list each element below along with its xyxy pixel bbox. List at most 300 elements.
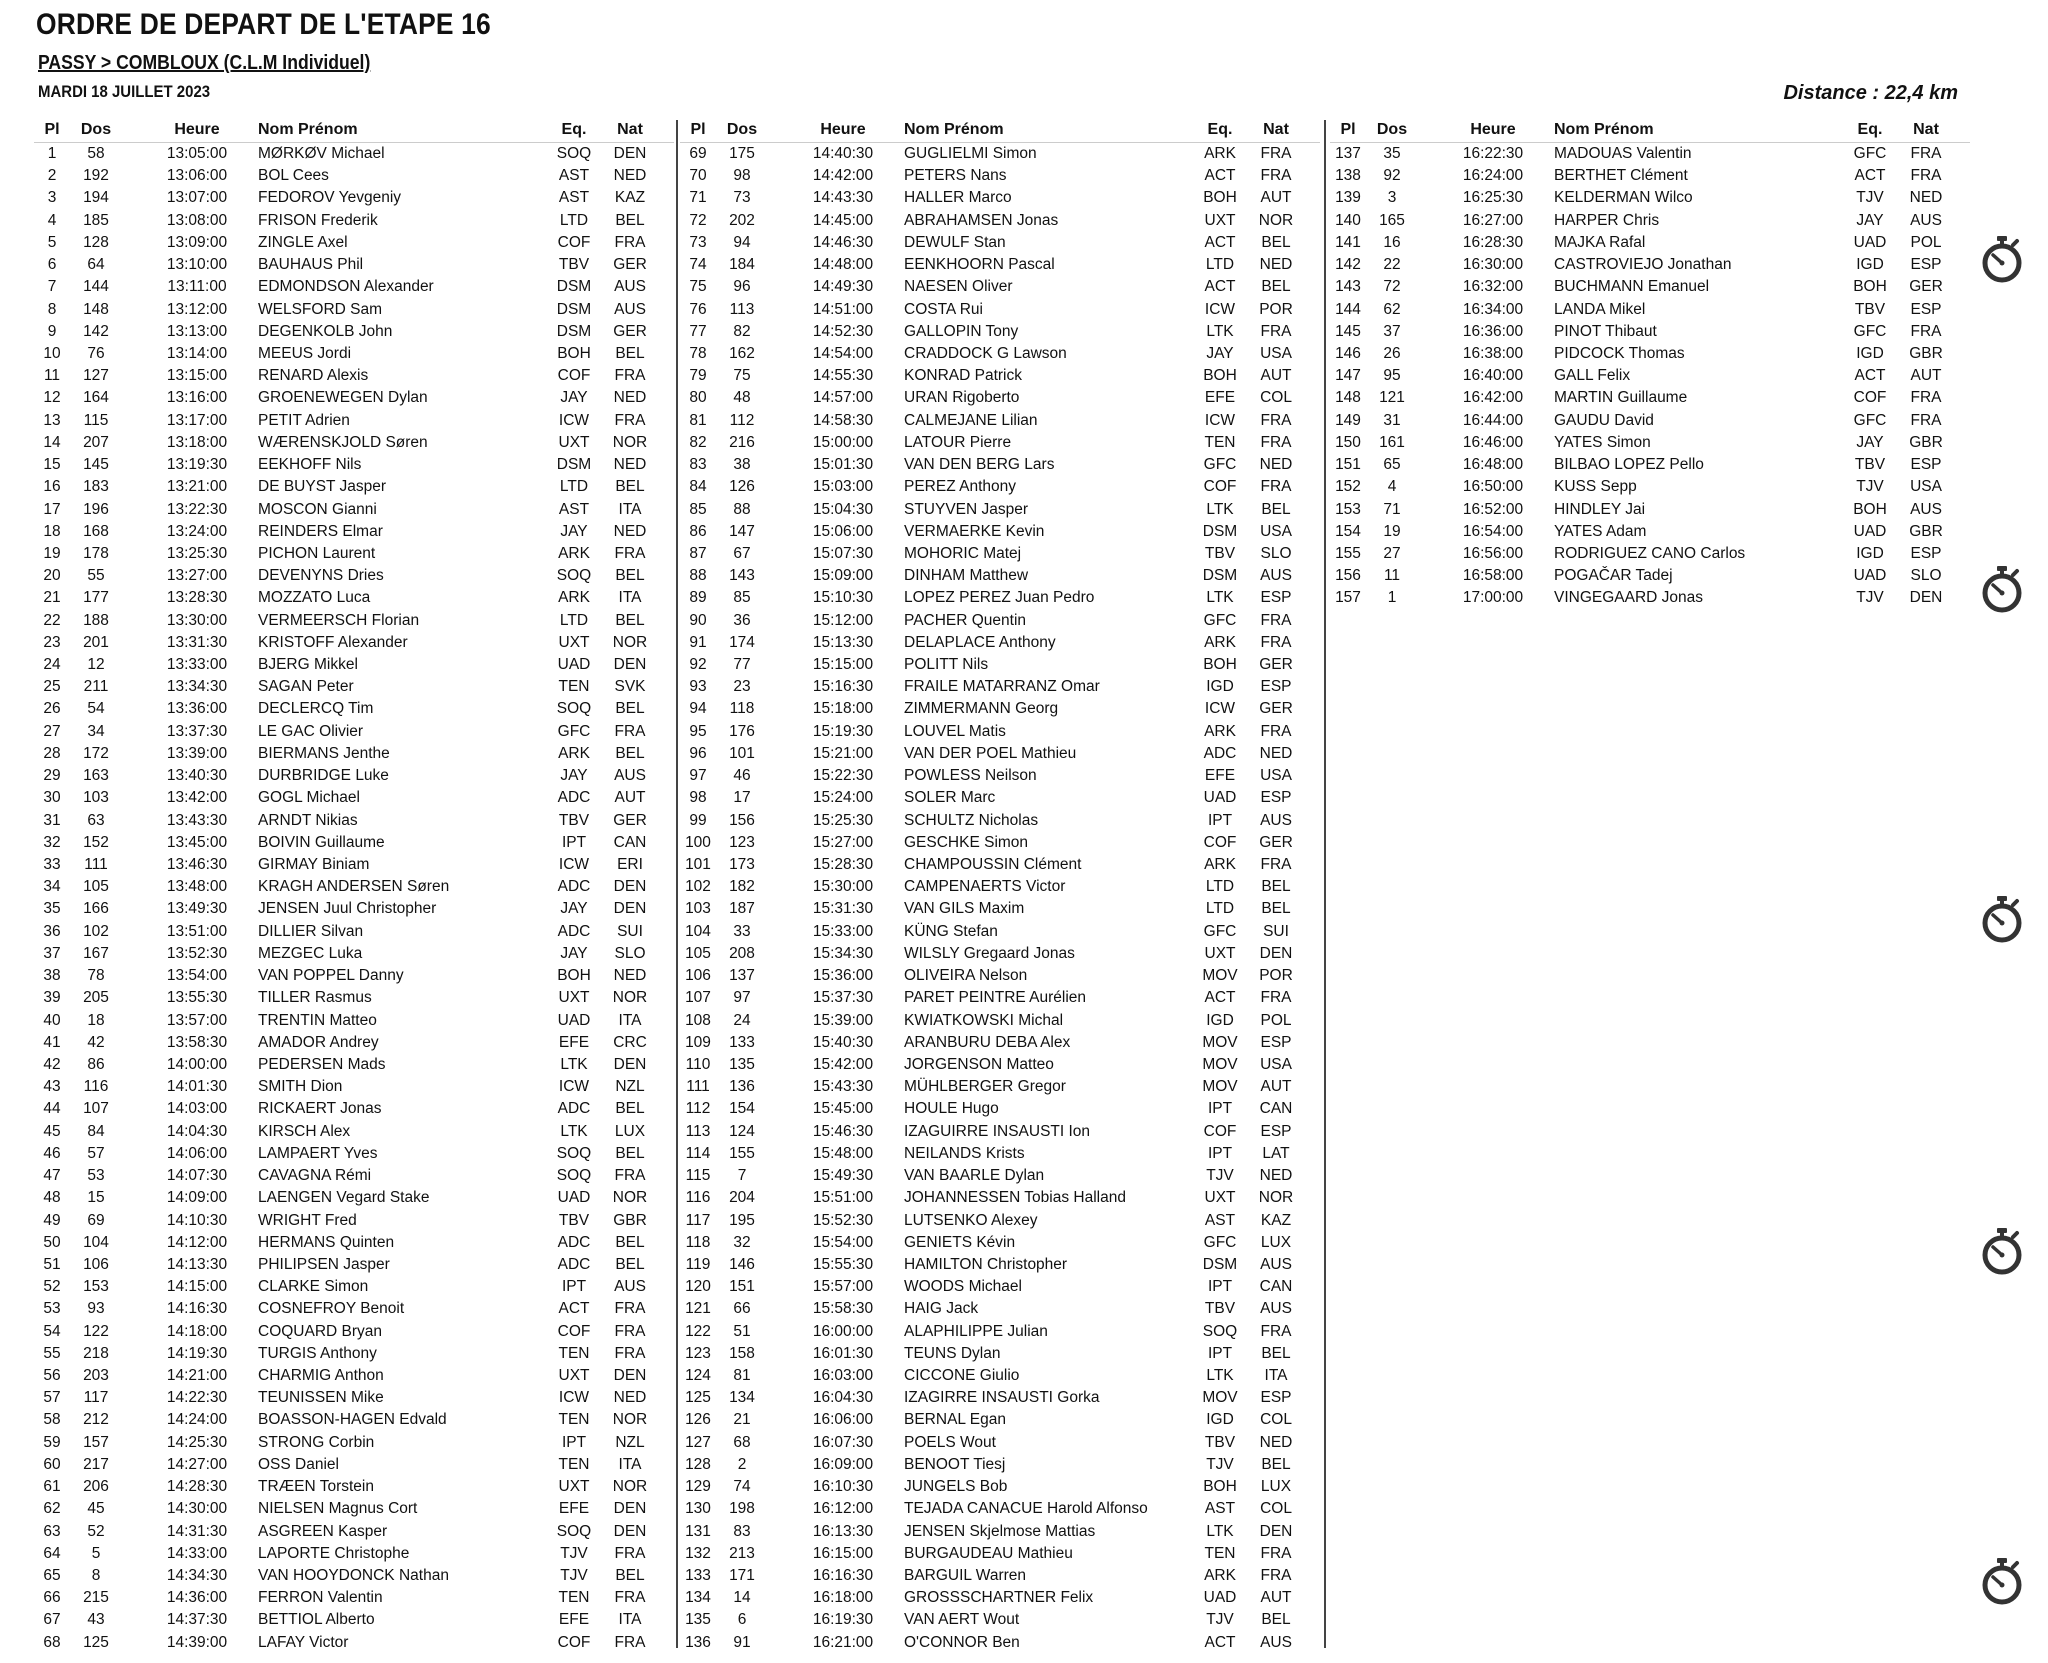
cell-nationality: KAZ xyxy=(614,189,646,207)
cell-nationality: BEL xyxy=(615,211,645,229)
cell-bib: 203 xyxy=(83,1367,109,1385)
cell-place: 141 xyxy=(1335,233,1361,251)
cell-start-time: 15:30:00 xyxy=(812,878,874,896)
cell-rider-name: MÜHLBERGER Gregor xyxy=(904,1078,1066,1096)
cell-place: 90 xyxy=(689,611,707,629)
cell-team: BOH xyxy=(1203,1478,1237,1496)
cell-place: 25 xyxy=(43,678,61,696)
cell-team: TJV xyxy=(1206,1611,1234,1629)
cell-rider-name: STUYVEN Jasper xyxy=(904,500,1029,518)
cell-team: ADC xyxy=(557,789,591,807)
cell-team: GFC xyxy=(1203,1233,1237,1251)
cell-nationality: AUS xyxy=(1910,500,1942,518)
header-nationality: Nat xyxy=(617,121,643,138)
cell-nationality: NED xyxy=(1259,1433,1293,1451)
cell-nationality: FRA xyxy=(1260,322,1292,340)
cell-place: 38 xyxy=(43,967,61,985)
cell-place: 118 xyxy=(685,1233,711,1251)
cell-nationality: BEL xyxy=(615,1255,645,1273)
cell-nationality: DEN xyxy=(613,1367,647,1385)
cell-start-time: 15:42:00 xyxy=(812,1055,874,1073)
cell-place: 110 xyxy=(685,1055,711,1073)
cell-bib: 91 xyxy=(733,1633,751,1651)
cell-start-time: 14:39:00 xyxy=(166,1633,228,1651)
cell-team: JAY xyxy=(1206,344,1234,362)
cell-bib: 118 xyxy=(729,700,755,718)
cell-place: 53 xyxy=(43,1300,61,1318)
table-row xyxy=(34,676,674,698)
cell-rider-name: GROSSSCHARTNER Felix xyxy=(904,1589,1094,1607)
cell-place: 138 xyxy=(1335,167,1361,185)
cell-place: 55 xyxy=(43,1344,61,1362)
table-row xyxy=(680,743,1320,765)
table-row xyxy=(1330,187,1970,209)
cell-nationality: BEL xyxy=(615,478,645,496)
cell-place: 19 xyxy=(43,544,61,562)
header-rider-name: Nom Prénom xyxy=(1554,121,1654,138)
cell-team: TBV xyxy=(558,811,590,829)
cell-team: SOQ xyxy=(556,1522,592,1540)
cell-place: 104 xyxy=(685,922,711,940)
table-row xyxy=(34,654,674,676)
cell-start-time: 13:46:30 xyxy=(166,856,228,873)
cell-start-time: 16:28:30 xyxy=(1462,233,1524,251)
cell-start-time: 14:22:30 xyxy=(166,1389,228,1407)
cell-rider-name: VERMAERKE Kevin xyxy=(904,522,1045,540)
cell-bib: 106 xyxy=(83,1255,109,1273)
cell-team: TEN xyxy=(558,1589,590,1607)
cell-bib: 83 xyxy=(733,1522,751,1540)
cell-rider-name: RICKAERT Jonas xyxy=(258,1100,382,1118)
cell-nationality: LUX xyxy=(1260,1478,1292,1496)
cell-team: ADC xyxy=(557,1100,591,1118)
cell-bib: 112 xyxy=(729,411,755,429)
cell-nationality: NOR xyxy=(612,1411,648,1429)
cell-team: SOQ xyxy=(556,1167,592,1185)
cell-bib: 67 xyxy=(733,544,751,562)
cell-team: MOV xyxy=(1202,1033,1238,1051)
cell-team: IPT xyxy=(561,833,587,851)
cell-start-time: 15:46:30 xyxy=(812,1122,874,1140)
table-row xyxy=(34,987,674,1009)
cell-place: 4 xyxy=(47,211,57,229)
cell-place: 28 xyxy=(43,744,61,762)
cell-bib: 161 xyxy=(1379,433,1405,451)
header-team: Eq. xyxy=(561,121,587,138)
cell-nationality: FRA xyxy=(1260,167,1292,185)
cell-place: 7 xyxy=(47,278,57,296)
cell-bib: 117 xyxy=(83,1389,109,1407)
cell-team: SOQ xyxy=(1202,1322,1238,1340)
table-row xyxy=(34,1543,674,1565)
cell-team: JAY xyxy=(560,767,588,785)
cell-nationality: AUT xyxy=(614,789,646,807)
cell-nationality: AUS xyxy=(1260,1255,1292,1273)
cell-place: 148 xyxy=(1335,389,1361,407)
cell-start-time: 14:45:00 xyxy=(812,211,874,229)
cell-start-time: 16:09:00 xyxy=(812,1455,874,1473)
cell-place: 111 xyxy=(686,1078,710,1096)
cell-rider-name: MARTIN Guillaume xyxy=(1554,389,1688,407)
cell-rider-name: LAFAY Victor xyxy=(258,1633,349,1651)
cell-bib: 36 xyxy=(733,611,751,629)
cell-nationality: DEN xyxy=(613,656,647,674)
cell-nationality: FRA xyxy=(614,544,646,562)
cell-start-time: 16:34:00 xyxy=(1462,300,1524,318)
cell-nationality: AUS xyxy=(1910,211,1942,229)
table-row xyxy=(680,343,1320,365)
cell-nationality: GER xyxy=(613,322,647,340)
cell-bib: 185 xyxy=(83,211,109,229)
cell-nationality: NOR xyxy=(1258,211,1294,229)
table-row xyxy=(680,1143,1320,1165)
cell-place: 59 xyxy=(43,1433,61,1451)
cell-place: 36 xyxy=(43,922,61,940)
cell-rider-name: GUGLIELMI Simon xyxy=(904,145,1037,162)
cell-nationality: BEL xyxy=(1261,900,1291,918)
cell-place: 128 xyxy=(685,1455,711,1473)
cell-bib: 98 xyxy=(733,167,751,185)
cell-bib: 54 xyxy=(87,700,105,718)
cell-nationality: CAN xyxy=(613,833,647,851)
cell-rider-name: MEEUS Jordi xyxy=(258,344,352,362)
cell-start-time: 14:09:00 xyxy=(166,1189,228,1207)
cell-bib: 74 xyxy=(733,1478,751,1496)
cell-team: AST xyxy=(558,189,590,207)
cell-start-time: 15:34:30 xyxy=(812,944,874,962)
cell-rider-name: CLARKE Simon xyxy=(258,1278,369,1296)
cell-team: ARK xyxy=(1204,722,1236,740)
cell-bib: 217 xyxy=(83,1455,109,1473)
cell-rider-name: HINDLEY Jai xyxy=(1554,500,1646,518)
cell-place: 34 xyxy=(43,878,61,896)
cell-start-time: 16:27:00 xyxy=(1462,211,1524,229)
cell-rider-name: CRADDOCK G Lawson xyxy=(904,344,1067,362)
cell-place: 114 xyxy=(685,1144,711,1162)
table-row xyxy=(680,276,1320,298)
cell-rider-name: VAN AERT Wout xyxy=(904,1611,1020,1629)
cell-team: ICW xyxy=(558,1389,590,1407)
cell-rider-name: SCHULTZ Nicholas xyxy=(904,811,1039,829)
cell-place: 101 xyxy=(685,856,711,873)
cell-nationality: ESP xyxy=(1260,1033,1292,1051)
cell-bib: 8 xyxy=(91,1567,101,1584)
cell-nationality: ESP xyxy=(1260,1122,1292,1140)
cell-bib: 135 xyxy=(729,1055,755,1073)
cell-start-time: 14:24:00 xyxy=(166,1411,228,1429)
cell-start-time: 13:12:00 xyxy=(166,300,228,318)
cell-place: 126 xyxy=(685,1411,711,1429)
cell-rider-name: ZINGLE Axel xyxy=(258,233,348,251)
cell-place: 150 xyxy=(1335,433,1361,451)
cell-start-time: 16:24:00 xyxy=(1462,167,1524,185)
cell-bib: 184 xyxy=(729,256,755,274)
table-header xyxy=(680,118,1320,143)
cell-team: LTD xyxy=(559,478,589,496)
stage-subtitle: PASSY > COMBLOUX (C.L.M Individuel) xyxy=(38,52,371,74)
cell-bib: 122 xyxy=(83,1322,109,1340)
table-row xyxy=(680,432,1320,454)
table-row xyxy=(680,898,1320,920)
cell-team: UXT xyxy=(1204,944,1236,962)
table-row xyxy=(34,1165,674,1187)
table-row xyxy=(34,854,674,876)
stage-date: MARDI 18 JUILLET 2023 xyxy=(38,82,211,101)
cell-start-time: 14:28:30 xyxy=(166,1478,228,1496)
cell-bib: 66 xyxy=(733,1300,751,1318)
cell-bib: 207 xyxy=(83,433,109,451)
cell-nationality: ITA xyxy=(618,589,642,607)
cell-place: 37 xyxy=(43,944,61,962)
cell-rider-name: ABRAHAMSEN Jonas xyxy=(904,211,1059,229)
cell-rider-name: KIRSCH Alex xyxy=(258,1122,351,1140)
cell-team: ACT xyxy=(1204,989,1236,1007)
cell-team: TJV xyxy=(1856,589,1884,607)
cell-start-time: 15:28:30 xyxy=(812,856,874,873)
cell-start-time: 15:55:30 xyxy=(812,1255,874,1273)
cell-bib: 33 xyxy=(733,922,751,940)
cell-nationality: GBR xyxy=(1909,433,1943,451)
cell-team: LTD xyxy=(1205,256,1235,274)
table-row xyxy=(680,1076,1320,1098)
cell-start-time: 15:19:30 xyxy=(812,722,874,740)
cell-place: 78 xyxy=(689,344,707,362)
cell-bib: 16 xyxy=(1383,233,1401,251)
cell-bib: 69 xyxy=(87,1211,105,1229)
table-row xyxy=(680,1165,1320,1187)
cell-rider-name: PETERS Nans xyxy=(904,167,1007,185)
cell-rider-name: BETTIOL Alberto xyxy=(258,1611,375,1629)
cell-start-time: 13:22:30 xyxy=(166,500,228,518)
cell-rider-name: SAGAN Peter xyxy=(258,678,354,696)
cell-nationality: BEL xyxy=(1261,1344,1291,1362)
cell-place: 18 xyxy=(43,522,61,540)
cell-nationality: USA xyxy=(1260,522,1292,540)
cell-nationality: BEL xyxy=(615,611,645,629)
cell-bib: 82 xyxy=(733,322,751,340)
header-place: Pl xyxy=(44,121,60,138)
table-row xyxy=(34,943,674,965)
cell-rider-name: SOLER Marc xyxy=(904,789,996,807)
cell-team: DSM xyxy=(556,300,592,318)
cell-team: BOH xyxy=(1853,278,1887,296)
cell-start-time: 13:16:00 xyxy=(166,389,228,407)
cell-start-time: 15:27:00 xyxy=(812,833,874,851)
cell-place: 121 xyxy=(685,1300,711,1318)
cell-nationality: AUS xyxy=(614,278,646,296)
cell-team: TJV xyxy=(1856,478,1884,496)
cell-team: COF xyxy=(557,367,591,385)
cell-bib: 127 xyxy=(83,367,109,385)
stopwatch-icon xyxy=(1980,894,2024,944)
cell-place: 73 xyxy=(689,233,707,251)
table-row xyxy=(34,454,674,476)
cell-place: 39 xyxy=(43,989,61,1007)
cell-nationality: BEL xyxy=(615,1144,645,1162)
cell-rider-name: VAN POPPEL Danny xyxy=(258,967,404,985)
cell-team: IPT xyxy=(1207,1100,1233,1118)
cell-rider-name: RENARD Alexis xyxy=(258,367,369,385)
cell-place: 142 xyxy=(1335,256,1361,274)
table-row xyxy=(680,454,1320,476)
cell-start-time: 14:55:30 xyxy=(812,367,874,385)
cell-team: IPT xyxy=(1207,1144,1233,1162)
cell-place: 17 xyxy=(43,500,61,518)
table-row xyxy=(34,432,674,454)
cell-rider-name: FERRON Valentin xyxy=(258,1589,383,1607)
cell-bib: 151 xyxy=(729,1278,755,1296)
cell-start-time: 14:54:00 xyxy=(812,344,874,362)
header-start-time: Heure xyxy=(820,121,866,138)
cell-team: DSM xyxy=(1202,1255,1238,1273)
header-start-time: Heure xyxy=(1470,121,1516,138)
cell-place: 123 xyxy=(685,1344,711,1362)
cell-start-time: 13:55:30 xyxy=(166,989,228,1007)
cell-rider-name: MADOUAS Valentin xyxy=(1554,145,1692,162)
table-row xyxy=(34,1387,674,1409)
table-row xyxy=(680,921,1320,943)
cell-nationality: ERI xyxy=(617,856,643,873)
cell-rider-name: COQUARD Bryan xyxy=(258,1322,383,1340)
cell-nationality: FRA xyxy=(614,1544,646,1562)
cell-nationality: DEN xyxy=(1259,944,1293,962)
table-row xyxy=(1330,210,1970,232)
cell-team: LTD xyxy=(1205,900,1235,918)
cell-nationality: NED xyxy=(613,522,647,540)
cell-bib: 31 xyxy=(1383,411,1401,429)
cell-rider-name: JOHANNESSEN Tobias Halland xyxy=(904,1189,1126,1207)
cell-bib: 198 xyxy=(729,1500,755,1518)
cell-team: EFE xyxy=(1204,767,1236,785)
cell-rider-name: TILLER Rasmus xyxy=(258,989,372,1007)
cell-start-time: 15:37:30 xyxy=(812,989,874,1007)
cell-nationality: AUS xyxy=(1260,1300,1292,1318)
cell-place: 93 xyxy=(689,678,707,696)
cell-bib: 42 xyxy=(87,1033,105,1051)
cell-team: UAD xyxy=(1853,567,1887,585)
cell-nationality: LAT xyxy=(1262,1144,1290,1162)
cell-team: BOH xyxy=(1203,656,1237,674)
cell-rider-name: BERNAL Egan xyxy=(904,1411,1006,1429)
cell-nationality: DEN xyxy=(1909,589,1943,607)
cell-team: IPT xyxy=(1207,1344,1233,1362)
cell-nationality: FRA xyxy=(614,1300,646,1318)
cell-bib: 134 xyxy=(729,1389,755,1407)
cell-place: 10 xyxy=(43,344,61,362)
cell-team: JAY xyxy=(1856,211,1884,229)
cell-rider-name: POLITT Nils xyxy=(904,656,989,674)
cell-team: ARK xyxy=(1204,1567,1236,1584)
cell-place: 122 xyxy=(685,1322,711,1340)
cell-team: GFC xyxy=(1203,922,1237,940)
cell-nationality: BEL xyxy=(615,1100,645,1118)
cell-start-time: 14:37:30 xyxy=(166,1611,228,1629)
cell-bib: 156 xyxy=(729,811,755,829)
cell-place: 43 xyxy=(43,1078,61,1096)
table-row xyxy=(680,1498,1320,1520)
cell-place: 22 xyxy=(43,611,61,629)
cell-bib: 75 xyxy=(733,367,751,385)
cell-team: TBV xyxy=(558,1211,590,1229)
cell-nationality: DEN xyxy=(613,900,647,918)
table-row xyxy=(34,632,674,654)
cell-team: GFC xyxy=(1203,456,1237,474)
cell-team: JAY xyxy=(560,944,588,962)
cell-rider-name: DE BUYST Jasper xyxy=(258,478,387,496)
table-row xyxy=(34,299,674,321)
cell-rider-name: HOULE Hugo xyxy=(904,1100,999,1118)
cell-rider-name: PEREZ Anthony xyxy=(904,478,1017,496)
cell-bib: 17 xyxy=(733,789,751,807)
cell-nationality: NOR xyxy=(612,1189,648,1207)
cell-nationality: AUT xyxy=(1260,1078,1292,1096)
cell-place: 33 xyxy=(43,856,61,873)
cell-bib: 164 xyxy=(83,389,109,407)
table-row xyxy=(680,1432,1320,1454)
cell-start-time: 15:10:30 xyxy=(812,589,874,607)
table-row xyxy=(680,321,1320,343)
cell-bib: 176 xyxy=(729,722,755,740)
cell-nationality: AUT xyxy=(1260,189,1292,207)
cell-rider-name: OSS Daniel xyxy=(258,1455,339,1473)
table-row xyxy=(34,587,674,609)
cell-place: 143 xyxy=(1335,278,1361,296)
cell-bib: 155 xyxy=(729,1144,755,1162)
cell-nationality: NED xyxy=(613,389,647,407)
cell-rider-name: PEDERSEN Mads xyxy=(258,1055,386,1073)
cell-place: 5 xyxy=(47,233,57,251)
cell-bib: 71 xyxy=(1383,500,1401,518)
cell-bib: 57 xyxy=(87,1144,105,1162)
cell-nationality: AUS xyxy=(614,1278,646,1296)
cell-start-time: 16:56:00 xyxy=(1462,544,1524,562)
cell-start-time: 13:45:00 xyxy=(166,833,228,851)
cell-team: EFE xyxy=(558,1500,590,1518)
table-row xyxy=(680,387,1320,409)
cell-bib: 62 xyxy=(1383,300,1401,318)
page-title: ORDRE DE DEPART DE L'ETAPE 16 xyxy=(36,8,491,41)
cell-team: LTD xyxy=(559,211,589,229)
cell-bib: 6 xyxy=(737,1611,747,1629)
cell-bib: 68 xyxy=(733,1433,751,1451)
cell-rider-name: STRONG Corbin xyxy=(258,1433,375,1451)
cell-team: SOQ xyxy=(556,145,592,162)
cell-team: UAD xyxy=(1203,789,1237,807)
cell-start-time: 13:09:00 xyxy=(166,233,228,251)
cell-team: UXT xyxy=(1204,211,1236,229)
cell-start-time: 16:10:30 xyxy=(812,1478,874,1496)
cell-start-time: 16:42:00 xyxy=(1462,389,1524,407)
cell-team: EFE xyxy=(1204,389,1236,407)
cell-nationality: FRA xyxy=(614,233,646,251)
cell-rider-name: FRISON Frederik xyxy=(258,211,378,229)
cell-rider-name: BIERMANS Jenthe xyxy=(258,744,390,762)
cell-nationality: AUS xyxy=(614,767,646,785)
cell-team: TJV xyxy=(1856,189,1884,207)
cell-place: 69 xyxy=(689,145,707,162)
cell-rider-name: TEJADA CANACUE Harold Alfonso xyxy=(904,1500,1148,1518)
cell-start-time: 14:13:30 xyxy=(166,1255,228,1273)
cell-place: 1 xyxy=(47,145,57,162)
cell-nationality: CAN xyxy=(1259,1100,1293,1118)
cell-nationality: POR xyxy=(1259,300,1293,318)
table-row xyxy=(34,765,674,787)
cell-team: ARK xyxy=(558,544,590,562)
cell-place: 20 xyxy=(43,567,61,585)
table-row xyxy=(680,943,1320,965)
cell-nationality: POR xyxy=(1259,967,1293,985)
cell-team: ICW xyxy=(1204,700,1236,718)
